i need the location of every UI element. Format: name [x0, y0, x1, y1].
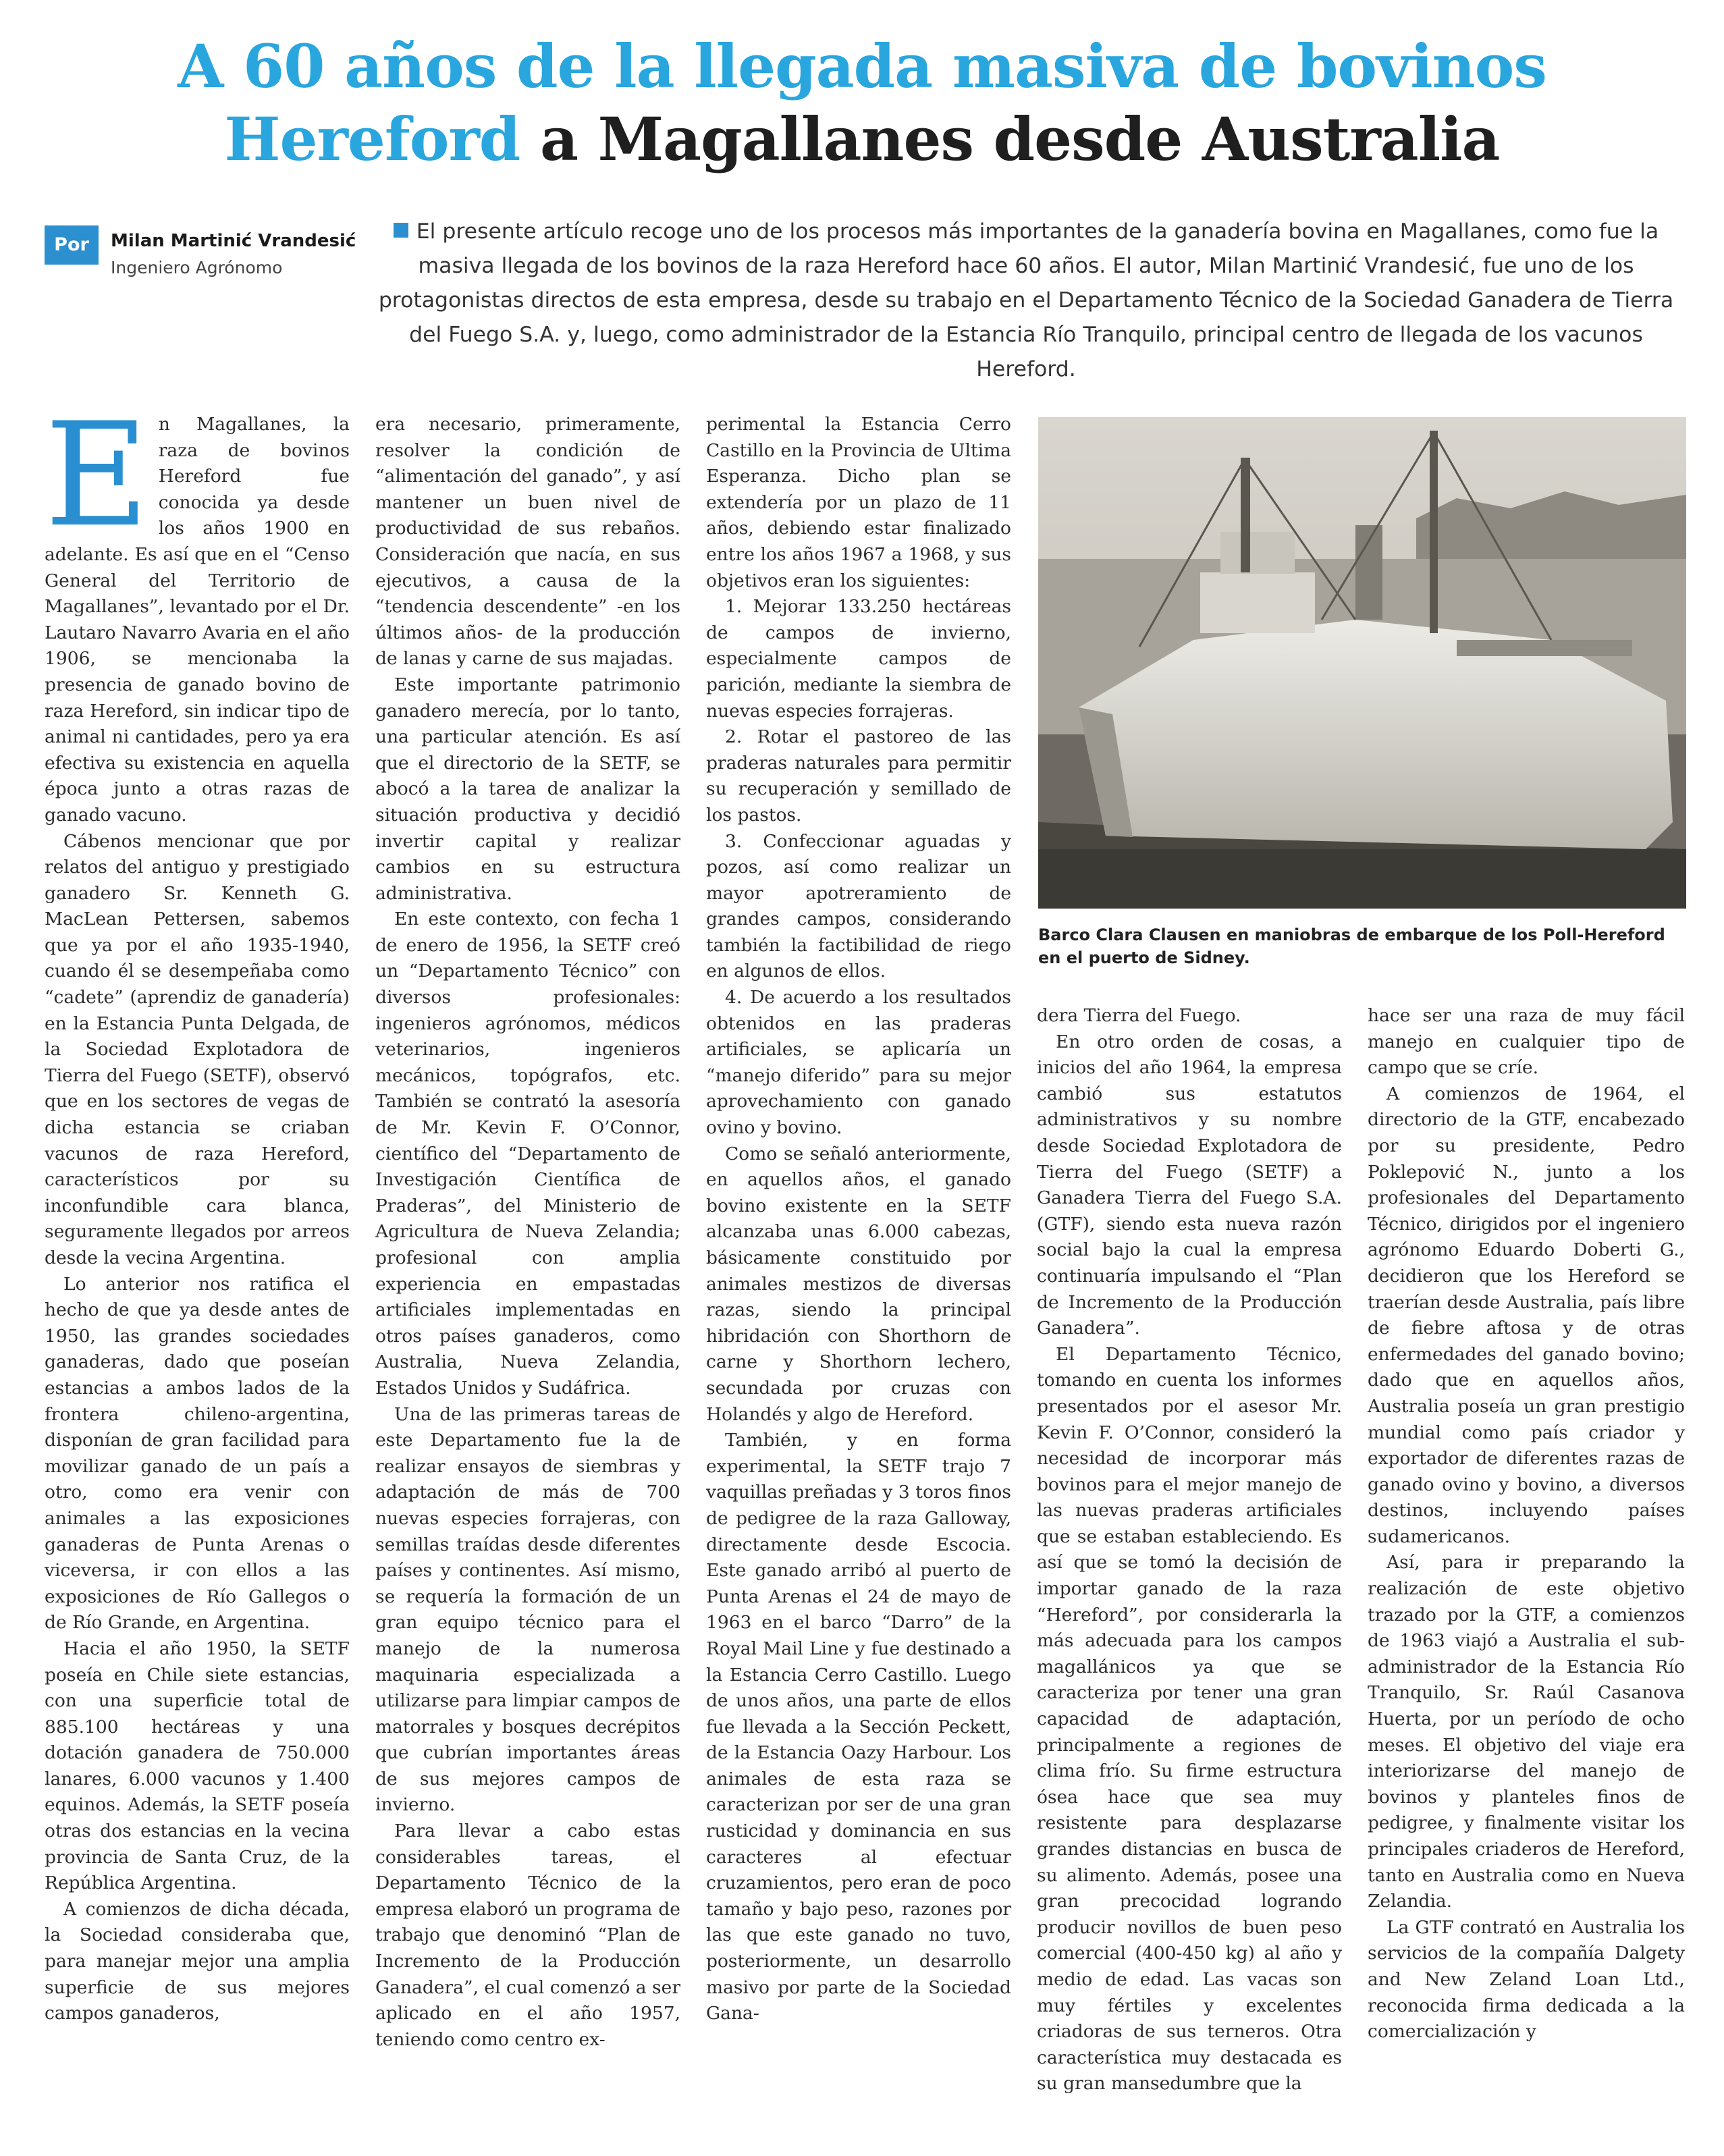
paragraph: Así, para ir preparando la realización de este objetivo trazado por la GTF, a comienzos de 1963 viajó a Australia el sub-administrador de la Estancia Río Tranquilo, Sr. Raúl Casanova Huerta, por un período de ocho meses. El objetivo del viaje era interiorizarse del manejo de bovinos y planteles finos de pedigree, y finalmente visitar los principales criaderos de Hereford, tanto en Australia como en Nueva Zelandia.	[1368, 1552, 1685, 1912]
paragraph: Para llevar a cabo estas considerables tareas, el Departamento Técnico de la empresa elaboró un programa de trabajo que denominó “Plan de Incremento de la Producción Ganadera”, el cual comenzó a ser aplicado en el año 1957, teniendo como centro ex-	[375, 1821, 680, 2050]
headline-line2: a Magallanes desde Australia	[520, 104, 1500, 174]
headline-highlight: Hereford	[224, 104, 520, 174]
paragraph: Hacia el año 1950, la SETF poseía en Chile siete estancias, con una superficie total de 885.100 hectáreas y una dotación ganadera de 750.000 lanares, 6.000 vacunos y 1.400 equinos. Además, la SETF poseía otras dos estancias en la vecina provincia de Santa Cruz, de la República Argentina.	[45, 1638, 350, 1894]
dropcap: E	[45, 392, 149, 558]
byline	[45, 225, 356, 286]
list-item: 3. Confeccionar aguadas y pozos, así como realizar un mayor apotreramiento de grandes campos, considerando también la factibilidad de riego en algunos de ellos.	[706, 830, 1011, 982]
column-1	[45, 392, 350, 2027]
paragraph: A comienzos de 1964, el directorio de la GTF, encabezado por su presidente, Pedro Poklepović N., junto a los profesionales del Departamento Técnico, dirigidos por el ingeniero agrónomo Eduardo Doberti G., decidieron que los Hereford se traerían desde Australia, país libre de fiebre aftosa y de otras enfermedades del ganado bovino; dado que en aquellos años, Australia poseía un gran prestigio mundial como país criador y exportador de diferentes razas de ganado ovino y bovino, a diversos destinos, incluyendo países sudamericanos.	[1368, 1083, 1685, 1547]
paragraph: perimental la Estancia Cerro Castillo en la Provincia de Ultima Esperanza. Dicho plan se extendería por un plazo de 11 años, debiendo estar finalizado entre los años 1967 a 1968, y sus objetivos eran los siguientes:	[706, 414, 1011, 591]
paragraph: dera Tierra del Fuego.	[1037, 1005, 1241, 1026]
paragraph: En otro orden de cosas, a inicios del año 1964, la empresa cambió sus estatutos administrativos y su nombre desde Sociedad Explotadora de Tierra del Fuego (SETF) a Ganadera Tierra del Fuego S.A. (GTF), siendo esta nueva razón social bajo la cual la empresa continuaría impulsando el “Plan de Incremento de la Producción Ganadera”.	[1037, 1031, 1342, 1339]
paragraph: Lo anterior nos ratifica el hecho de que ya desde antes de 1950, las grandes sociedades ganaderas, dado que poseían estancias a ambos lados de la frontera chileno-argentina, disponían de gran facilidad para movilizar ganado de un país a otro, como era venir con animales a las exposiciones ganaderas de Punta Arenas o viceversa, ir con ellos a las exposiciones de Río Gallegos o de Río Grande, en Argentina.	[45, 1273, 350, 1634]
paragraph: A comienzos de dicha década, la Sociedad consideraba que, para manejar mejor una amplia superficie de sus mejores campos ganaderos,	[45, 1898, 350, 2024]
paragraph: En Magallanes, la raza de bovinos Hereford fue conocida ya desde los años 1900 en adelante. Es así que en el “Censo General del Territorio de Magallanes”, levantado por el Dr. Lautaro Navarro Avaria en el año 1906, se mencionaba la presencia de ganado bovino de raza Hereford, sin indicar tipo de animal ni cantidades, pero ya era efectiva su existencia en aquella época junto a otras razas de ganado vacuno.	[45, 392, 350, 826]
paragraph: Como se señaló anteriormente, en aquellos años, el ganado bovino existente en la SETF alcanzaba unas 6.000 cabezas, básicamente constituido por animales mestizos de diversas razas, siendo la principal hibridación con Shorthorn de carne y Shorthorn lechero, secundada por cruzas con Holandés y algo de Hereford.	[706, 1143, 1011, 1425]
column-5	[1368, 1003, 1685, 2045]
paragraph: La GTF contrató en Australia los servicios de la compañía Dalgety and New Zeland Loan Ltd., reconocida firma dedicada a la comercialización y	[1368, 1916, 1685, 2043]
lead-square-icon	[394, 223, 408, 238]
lead-text: El presente artículo recoge uno de los procesos más importantes de la ganadería bovina en Magallanes, como fue la masiva llegada de los bovinos de la raza Hereford hace 60 años. El autor, Milan Martinić Vrandesić, fue uno de los protagonistas directos de esta empresa, desde su trabajo en el Departamento Técnico de la Sociedad Ganadera de Tierra del Fuego S.A. y, luego, como administrador de la Estancia Río Tranquilo, principal centro de llegada de los vacunos Hereford.	[378, 219, 1674, 381]
column-2	[375, 412, 680, 2053]
paragraph: Este importante patrimonio ganadero merecía, por lo tanto, una particular atención. Es así que el directorio de la SETF, se abocó a la tarea de analizar la situación productiva y decidió invertir capital y realizar cambios en su estructura administrativa.	[375, 674, 680, 904]
list-item: 2. Rotar el pastoreo de las praderas naturales para permitir su recuperación y semillado de los pastos.	[706, 726, 1011, 826]
paragraph: Cábenos mencionar que por relatos del antiguo y prestigiado ganadero Sr. Kenneth G. MacLean Pettersen, sabemos que ya por el año 1935-1940, cuando él se desempeñaba como “cadete” (aprendiz de ganadería) en la Estancia Punta Delgada, de la Sociedad Explotadora de Tierra del Fuego (SETF), observó que en los sectores de vegas de dicha estancia se criaban vacunos de raza Hereford, característicos por su inconfundible cara blanca, seguramente llegados por arreos desde la vecina Argentina.	[45, 830, 350, 1268]
photo-caption: Barco Clara Clausen en maniobras de embarque de los Poll-Hereford en el puerto de Sidney.	[1038, 925, 1665, 967]
author-role: Ingeniero Agrónomo	[111, 258, 283, 277]
list-item: 4. De acuerdo a los resultados obtenidos en las praderas artificiales, se aplicaría un “manejo diferido” para su mejor aprovechamiento con ganado ovino y bovino.	[706, 987, 1011, 1139]
lead-paragraph	[365, 215, 1688, 387]
column-4	[1037, 1003, 1342, 2097]
ship-photo-illustration	[1038, 417, 1686, 909]
headline-line1: A 60 años de la llegada masiva de bovinos	[178, 31, 1546, 101]
paragraph: era necesario, primeramente, resolver la condición de “alimentación del ganado”, y así mantener un buen nivel de productividad de sus rebaños. Consideración que nacía, en sus ejecutivos, a causa de la “tendencia descendente” -en los últimos años- de la producción de lanas y carne de sus majadas.	[375, 414, 680, 670]
author-name: Milan Martinić Vrandesić	[111, 231, 356, 251]
paragraph: También, y en forma experimental, la SETF trajo 7 vaquillas preñadas y 3 toros finos de pedigree de la raza Galloway, directamente desde Escocia. Este ganado arribó al puerto de Punta Arenas el 24 de mayo de 1963 en el barco “Darro” de la Royal Mail Line y fue destinado a la Estancia Cerro Castillo. Luego de unos años, una parte de ellos fue llevada a la Sección Peckett, de la Estancia Oazy Harbour. Los animales de esta raza se caracterizan por ser de una gran rusticidad y dominancia en sus caracteres al efectuar cruzamientos, pero eran de poco tamaño y bajo peso, razones por las que este ganado no tuvo, posteriormente, un desarrollo masivo por parte de la Sociedad Gana-	[706, 1430, 1011, 2024]
headline	[41, 30, 1683, 176]
ship-photo	[1038, 417, 1686, 909]
paragraph: hace ser una raza de muy fácil manejo en cualquier tipo de campo que se críe.	[1368, 1005, 1685, 1079]
paragraph: Una de las primeras tareas de este Departamento fue la de realizar ensayos de siembras y adaptación de más de 700 nuevas especies forrajeras, con semillas traídas desde diferentes países y continentes. Así mismo, se requería la formación de un gran equipo técnico para el manejo de la numerosa maquinaria especializada a utilizarse para limpiar campos de matorrales y bosques decrépitos que cubrían importantes áreas de sus mejores campos de invierno.	[375, 1403, 680, 1816]
list-item: 1. Mejorar 133.250 hectáreas de campos de invierno, especialmente campos de parición, mediante la siembra de nuevas especies forrajeras.	[706, 596, 1011, 722]
paragraph: En este contexto, con fecha 1 de enero de 1956, la SETF creó un “Departamento Técnico” con diversos profesionales: ingenieros agrónomos, médicos veterinarios, ingenieros mecánicos, topógrafos, etc. También se contrató la asesoría de Mr. Kevin F. O’Connor, científico del “Departamento de Investigación Científica de Praderas”, del Ministerio de Agricultura de Nueva Zelandia; profesional con amplia experiencia en empastadas artificiales implementadas en otros países ganaderos, como Australia, Nueva Zelandia, Estados Unidos y Sudáfrica.	[375, 909, 680, 1399]
por-badge: Por	[45, 225, 99, 265]
column-3	[706, 412, 1011, 2027]
paragraph: El Departamento Técnico, tomando en cuenta los informes presentados por el asesor Mr. Kevin F. O’Connor, consideró la necesidad de incorporar más bovinos para el mejor manejo de las nuevas praderas artificiales que se estaban estableciendo. Es así que se tomó la decisión de importar ganado de la raza “Hereford”, por considerarla la más adecuada para los campos magallánicos ya que se caracteriza por tener una gran capacidad de adaptación, principalmente a regiones de clima frío. Su firme estructura ósea hace que sea muy resistente para desplazarse grandes distancias en busca de su alimento. Además, posee una gran precocidad logrando producir novillos de buen peso comercial (400-450 kg) al año y medio de edad. Las vacas son muy fértiles y excelentes criadoras de sus terneros. Otra característica muy destacada es su gran mansedumbre que la	[1037, 1343, 1342, 2095]
